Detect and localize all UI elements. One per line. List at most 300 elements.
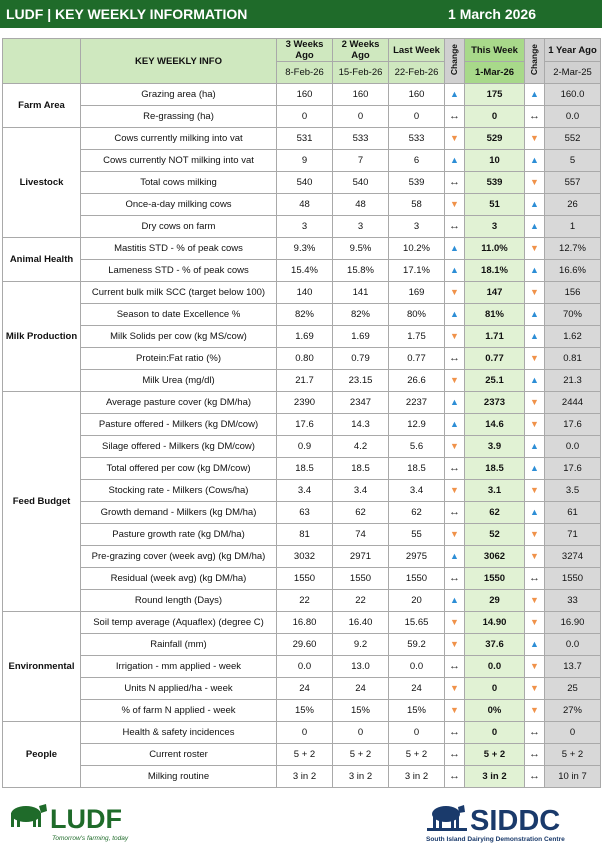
value-lastweek: 1550: [389, 568, 445, 590]
category-label: Farm Area: [3, 84, 81, 128]
table-row: [3, 568, 601, 590]
value-3weeks: 140: [277, 282, 333, 304]
value-thisweek: 0.77: [465, 348, 525, 370]
value-lastweek: 12.9: [389, 414, 445, 436]
change-indicator: [445, 150, 465, 172]
value-2weeks: 1.69: [333, 326, 389, 348]
value-lastweek: 0.0: [389, 656, 445, 678]
value-thisweek: 3.9: [465, 436, 525, 458]
row-label: Pasture offered - Milkers (kg DM/cow): [81, 414, 277, 436]
table-row: [3, 436, 601, 458]
arrow-down-icon: ▼: [450, 485, 459, 495]
arrow-down-icon: ▼: [450, 683, 459, 693]
value-lastweek: 15.65: [389, 612, 445, 634]
value-lastweek: 539: [389, 172, 445, 194]
table-row: [3, 348, 601, 370]
arrow-both-icon: ↔: [529, 748, 540, 760]
header-blank: [3, 39, 81, 84]
value-2weeks: 160: [333, 84, 389, 106]
change-indicator: [525, 480, 545, 502]
svg-text:SIDDC: SIDDC: [470, 805, 561, 837]
change-indicator: [445, 436, 465, 458]
change-indicator: [525, 260, 545, 282]
svg-text:South Island Dairying Demonstr: South Island Dairying Demonstration Centre: [426, 836, 565, 843]
change-indicator: [525, 436, 545, 458]
value-lastweek: 3.4: [389, 480, 445, 502]
table-row: [3, 326, 601, 348]
change-indicator: [445, 502, 465, 524]
row-label: Dry cows on farm: [81, 216, 277, 238]
change-indicator: [445, 348, 465, 370]
change-indicator: [525, 194, 545, 216]
change-indicator: [525, 216, 545, 238]
value-2weeks: 13.0: [333, 656, 389, 678]
value-thisweek: 175: [465, 84, 525, 106]
change-indicator: [445, 458, 465, 480]
report-title: LUDF | KEY WEEKLY INFORMATION: [6, 6, 248, 22]
table-row: [3, 590, 601, 612]
value-2weeks: 3: [333, 216, 389, 238]
col-header-1yearago: 1 Year Ago: [545, 39, 601, 62]
value-1yearago: 16.90: [545, 612, 601, 634]
value-1yearago: 0.0: [545, 634, 601, 656]
arrow-down-icon: ▼: [530, 177, 539, 187]
row-label: Soil temp average (Aquaflex) (degree C): [81, 612, 277, 634]
change-indicator: [525, 744, 545, 766]
category-label: Feed Budget: [3, 392, 81, 612]
change-indicator: [445, 766, 465, 788]
change-indicator: [525, 172, 545, 194]
value-1yearago: 1.62: [545, 326, 601, 348]
date-1yearago: 2-Mar-25: [545, 62, 601, 84]
arrow-up-icon: ▲: [530, 463, 539, 473]
value-lastweek: 533: [389, 128, 445, 150]
value-1yearago: 1550: [545, 568, 601, 590]
value-1yearago: 21.3: [545, 370, 601, 392]
arrow-down-icon: ▼: [530, 551, 539, 561]
value-2weeks: 4.2: [333, 436, 389, 458]
row-label: Current roster: [81, 744, 277, 766]
change-indicator: [525, 150, 545, 172]
ludf-logo: [6, 800, 146, 844]
value-3weeks: 0.9: [277, 436, 333, 458]
col-header-lastweek: Last Week: [389, 39, 445, 62]
row-label: Current bulk milk SCC (target below 100): [81, 282, 277, 304]
col-header-2weeks: 2 Weeks Ago: [333, 39, 389, 62]
change-indicator: [525, 84, 545, 106]
col-header-change-1: Change: [445, 39, 465, 84]
value-thisweek: 0.0: [465, 656, 525, 678]
value-lastweek: 15%: [389, 700, 445, 722]
value-2weeks: 3.4: [333, 480, 389, 502]
change-indicator: [445, 722, 465, 744]
value-thisweek: 3062: [465, 546, 525, 568]
row-label: Grazing area (ha): [81, 84, 277, 106]
value-lastweek: 10.2%: [389, 238, 445, 260]
category-label: Milk Production: [3, 282, 81, 392]
value-2weeks: 0.79: [333, 348, 389, 370]
col-header-info: KEY WEEKLY INFO: [81, 39, 277, 84]
change-indicator: [445, 612, 465, 634]
arrow-up-icon: ▲: [530, 221, 539, 231]
value-lastweek: 0.77: [389, 348, 445, 370]
value-2weeks: 2971: [333, 546, 389, 568]
arrow-up-icon: ▲: [450, 309, 459, 319]
value-2weeks: 0: [333, 722, 389, 744]
value-2weeks: 1550: [333, 568, 389, 590]
category-label: Livestock: [3, 128, 81, 238]
change-indicator: [445, 304, 465, 326]
value-lastweek: 0: [389, 722, 445, 744]
change-indicator: [445, 634, 465, 656]
arrow-up-icon: ▲: [450, 89, 459, 99]
table-row: [3, 216, 601, 238]
value-1yearago: 160.0: [545, 84, 601, 106]
arrow-both-icon: ↔: [449, 572, 460, 584]
arrow-both-icon: ↔: [449, 176, 460, 188]
value-lastweek: 58: [389, 194, 445, 216]
value-thisweek: 539: [465, 172, 525, 194]
table-row: [3, 172, 601, 194]
row-label: Re-grassing (ha): [81, 106, 277, 128]
table-row: [3, 678, 601, 700]
value-2weeks: 14.3: [333, 414, 389, 436]
change-indicator: [445, 700, 465, 722]
arrow-down-icon: ▼: [530, 529, 539, 539]
arrow-both-icon: ↔: [449, 110, 460, 122]
value-2weeks: 7: [333, 150, 389, 172]
value-3weeks: 18.5: [277, 458, 333, 480]
value-3weeks: 21.7: [277, 370, 333, 392]
value-1yearago: 12.7%: [545, 238, 601, 260]
table-row: [3, 766, 601, 788]
value-2weeks: 24: [333, 678, 389, 700]
value-thisweek: 14.90: [465, 612, 525, 634]
change-indicator: [445, 370, 465, 392]
value-2weeks: 18.5: [333, 458, 389, 480]
value-1yearago: 552: [545, 128, 601, 150]
table-row: [3, 700, 601, 722]
arrow-down-icon: ▼: [530, 705, 539, 715]
siddc-logo: [424, 800, 598, 844]
value-thisweek: 81%: [465, 304, 525, 326]
row-label: Irrigation - mm applied - week: [81, 656, 277, 678]
change-indicator: [445, 524, 465, 546]
arrow-up-icon: ▲: [530, 331, 539, 341]
value-lastweek: 80%: [389, 304, 445, 326]
arrow-up-icon: ▲: [530, 639, 539, 649]
change-indicator: [525, 238, 545, 260]
value-thisweek: 18.1%: [465, 260, 525, 282]
table-row: [3, 722, 601, 744]
value-lastweek: 59.2: [389, 634, 445, 656]
arrow-up-icon: ▲: [450, 551, 459, 561]
category-label: Environmental: [3, 612, 81, 722]
change-indicator: [525, 634, 545, 656]
arrow-down-icon: ▼: [450, 375, 459, 385]
value-thisweek: 29: [465, 590, 525, 612]
arrow-both-icon: ↔: [449, 220, 460, 232]
table-row: [3, 392, 601, 414]
change-indicator: [525, 370, 545, 392]
arrow-down-icon: ▼: [450, 639, 459, 649]
value-3weeks: 531: [277, 128, 333, 150]
value-2weeks: 23.15: [333, 370, 389, 392]
value-1yearago: 71: [545, 524, 601, 546]
arrow-up-icon: ▲: [450, 419, 459, 429]
value-lastweek: 2237: [389, 392, 445, 414]
arrow-down-icon: ▼: [450, 617, 459, 627]
value-thisweek: 51: [465, 194, 525, 216]
row-label: Units N applied/ha - week: [81, 678, 277, 700]
row-label: Round length (Days): [81, 590, 277, 612]
arrow-up-icon: ▲: [450, 243, 459, 253]
value-thisweek: 3: [465, 216, 525, 238]
arrow-down-icon: ▼: [530, 661, 539, 671]
change-indicator: [525, 392, 545, 414]
table-row: [3, 282, 601, 304]
table-row: [3, 502, 601, 524]
svg-text:Tomorrow's farming, today: Tomorrow's farming, today: [52, 835, 129, 842]
change-indicator: [525, 348, 545, 370]
arrow-down-icon: ▼: [530, 397, 539, 407]
row-label: Milk Urea (mg/dl): [81, 370, 277, 392]
value-2weeks: 74: [333, 524, 389, 546]
value-lastweek: 5 + 2: [389, 744, 445, 766]
value-3weeks: 63: [277, 502, 333, 524]
table-row: [3, 194, 601, 216]
value-3weeks: 9.3%: [277, 238, 333, 260]
row-label: Once-a-day milking cows: [81, 194, 277, 216]
value-lastweek: 62: [389, 502, 445, 524]
value-1yearago: 10 in 7: [545, 766, 601, 788]
arrow-up-icon: ▲: [530, 375, 539, 385]
value-1yearago: 0.0: [545, 106, 601, 128]
value-2weeks: 5 + 2: [333, 744, 389, 766]
value-2weeks: 0: [333, 106, 389, 128]
value-thisweek: 0: [465, 678, 525, 700]
change-indicator: [525, 590, 545, 612]
value-1yearago: 25: [545, 678, 601, 700]
table-row: [3, 260, 601, 282]
value-3weeks: 15.4%: [277, 260, 333, 282]
value-lastweek: 55: [389, 524, 445, 546]
value-thisweek: 1550: [465, 568, 525, 590]
category-label: Animal Health: [3, 238, 81, 282]
value-1yearago: 557: [545, 172, 601, 194]
change-indicator: [525, 106, 545, 128]
table-row: [3, 370, 601, 392]
value-thisweek: 11.0%: [465, 238, 525, 260]
value-thisweek: 529: [465, 128, 525, 150]
row-label: Total offered per cow (kg DM/cow): [81, 458, 277, 480]
footer: [0, 800, 602, 846]
change-indicator: [445, 480, 465, 502]
change-indicator: [445, 260, 465, 282]
arrow-up-icon: ▲: [530, 441, 539, 451]
arrow-up-icon: ▲: [450, 265, 459, 275]
value-thisweek: 62: [465, 502, 525, 524]
row-label: Growth demand - Milkers (kg DM/ha): [81, 502, 277, 524]
arrow-up-icon: ▲: [450, 595, 459, 605]
value-1yearago: 27%: [545, 700, 601, 722]
value-thisweek: 3 in 2: [465, 766, 525, 788]
table-row: [3, 150, 601, 172]
value-3weeks: 81: [277, 524, 333, 546]
value-thisweek: 14.6: [465, 414, 525, 436]
value-1yearago: 0.0: [545, 436, 601, 458]
change-indicator: [525, 524, 545, 546]
value-2weeks: 15.8%: [333, 260, 389, 282]
value-1yearago: 1: [545, 216, 601, 238]
table-row: [3, 634, 601, 656]
table-row: [3, 546, 601, 568]
row-label: % of farm N applied - week: [81, 700, 277, 722]
change-indicator: [445, 128, 465, 150]
arrow-both-icon: ↔: [449, 352, 460, 364]
arrow-down-icon: ▼: [530, 287, 539, 297]
arrow-down-icon: ▼: [530, 243, 539, 253]
col-header-thisweek: This Week: [465, 39, 525, 62]
change-indicator: [445, 656, 465, 678]
arrow-both-icon: ↔: [529, 572, 540, 584]
row-label: Pasture growth rate (kg DM/ha): [81, 524, 277, 546]
arrow-both-icon: ↔: [529, 726, 540, 738]
value-2weeks: 9.2: [333, 634, 389, 656]
value-lastweek: 17.1%: [389, 260, 445, 282]
change-indicator: [525, 722, 545, 744]
value-thisweek: 5 + 2: [465, 744, 525, 766]
value-thisweek: 10: [465, 150, 525, 172]
arrow-down-icon: ▼: [530, 353, 539, 363]
row-label: Silage offered - Milkers (kg DM/cow): [81, 436, 277, 458]
change-indicator: [525, 502, 545, 524]
arrow-both-icon: ↔: [529, 110, 540, 122]
change-indicator: [445, 238, 465, 260]
table-row: [3, 744, 601, 766]
arrow-down-icon: ▼: [530, 683, 539, 693]
value-1yearago: 3.5: [545, 480, 601, 502]
table-row: [3, 480, 601, 502]
value-lastweek: 1.75: [389, 326, 445, 348]
row-label: Milk Solids per cow (kg MS/cow): [81, 326, 277, 348]
value-3weeks: 160: [277, 84, 333, 106]
value-3weeks: 540: [277, 172, 333, 194]
value-3weeks: 3 in 2: [277, 766, 333, 788]
date-thisweek: 1-Mar-26: [465, 62, 525, 84]
arrow-down-icon: ▼: [450, 441, 459, 451]
value-3weeks: 3.4: [277, 480, 333, 502]
value-1yearago: 13.7: [545, 656, 601, 678]
change-indicator: [525, 128, 545, 150]
arrow-down-icon: ▼: [530, 419, 539, 429]
arrow-down-icon: ▼: [530, 595, 539, 605]
value-3weeks: 17.6: [277, 414, 333, 436]
value-1yearago: 3274: [545, 546, 601, 568]
change-indicator: [445, 414, 465, 436]
value-lastweek: 5.6: [389, 436, 445, 458]
value-1yearago: 0: [545, 722, 601, 744]
table-row: [3, 304, 601, 326]
row-label: Health & safety incidences: [81, 722, 277, 744]
col-header-3weeks: 3 Weeks Ago: [277, 39, 333, 62]
change-indicator: [445, 392, 465, 414]
value-thisweek: 1.71: [465, 326, 525, 348]
value-lastweek: 20: [389, 590, 445, 612]
change-indicator: [445, 216, 465, 238]
value-3weeks: 24: [277, 678, 333, 700]
table-row: [3, 524, 601, 546]
row-label: Residual (week avg) (kg DM/ha): [81, 568, 277, 590]
value-1yearago: 5: [545, 150, 601, 172]
value-2weeks: 540: [333, 172, 389, 194]
table-row: [3, 84, 601, 106]
change-indicator: [525, 414, 545, 436]
value-2weeks: 82%: [333, 304, 389, 326]
table-row: [3, 612, 601, 634]
value-3weeks: 3032: [277, 546, 333, 568]
svg-text:LUDF: LUDF: [50, 804, 122, 834]
value-3weeks: 1550: [277, 568, 333, 590]
value-2weeks: 15%: [333, 700, 389, 722]
value-thisweek: 37.6: [465, 634, 525, 656]
value-3weeks: 16.80: [277, 612, 333, 634]
value-lastweek: 0: [389, 106, 445, 128]
value-1yearago: 2444: [545, 392, 601, 414]
value-3weeks: 0: [277, 722, 333, 744]
col-header-change-2: Change: [525, 39, 545, 84]
change-indicator: [445, 194, 465, 216]
key-weekly-info-table: [2, 38, 601, 788]
arrow-down-icon: ▼: [450, 287, 459, 297]
arrow-down-icon: ▼: [450, 133, 459, 143]
value-lastweek: 24: [389, 678, 445, 700]
value-1yearago: 70%: [545, 304, 601, 326]
table-row: [3, 414, 601, 436]
change-indicator: [445, 172, 465, 194]
date-2weeks: 15-Feb-26: [333, 62, 389, 84]
arrow-down-icon: ▼: [450, 199, 459, 209]
value-1yearago: 61: [545, 502, 601, 524]
value-3weeks: 0.0: [277, 656, 333, 678]
value-3weeks: 48: [277, 194, 333, 216]
value-2weeks: 22: [333, 590, 389, 612]
value-3weeks: 22: [277, 590, 333, 612]
value-3weeks: 5 + 2: [277, 744, 333, 766]
value-lastweek: 3: [389, 216, 445, 238]
table-row: [3, 128, 601, 150]
value-2weeks: 62: [333, 502, 389, 524]
change-indicator: [525, 282, 545, 304]
value-thisweek: 3.1: [465, 480, 525, 502]
row-label: Stocking rate - Milkers (Cows/ha): [81, 480, 277, 502]
change-indicator: [445, 106, 465, 128]
arrow-both-icon: ↔: [449, 748, 460, 760]
value-lastweek: 26.6: [389, 370, 445, 392]
row-label: Milking routine: [81, 766, 277, 788]
value-thisweek: 18.5: [465, 458, 525, 480]
arrow-up-icon: ▲: [530, 89, 539, 99]
value-lastweek: 169: [389, 282, 445, 304]
value-thisweek: 0%: [465, 700, 525, 722]
category-label: People: [3, 722, 81, 788]
table-row: [3, 656, 601, 678]
value-thisweek: 0: [465, 722, 525, 744]
value-lastweek: 18.5: [389, 458, 445, 480]
value-lastweek: 160: [389, 84, 445, 106]
change-indicator: [525, 766, 545, 788]
value-lastweek: 2975: [389, 546, 445, 568]
